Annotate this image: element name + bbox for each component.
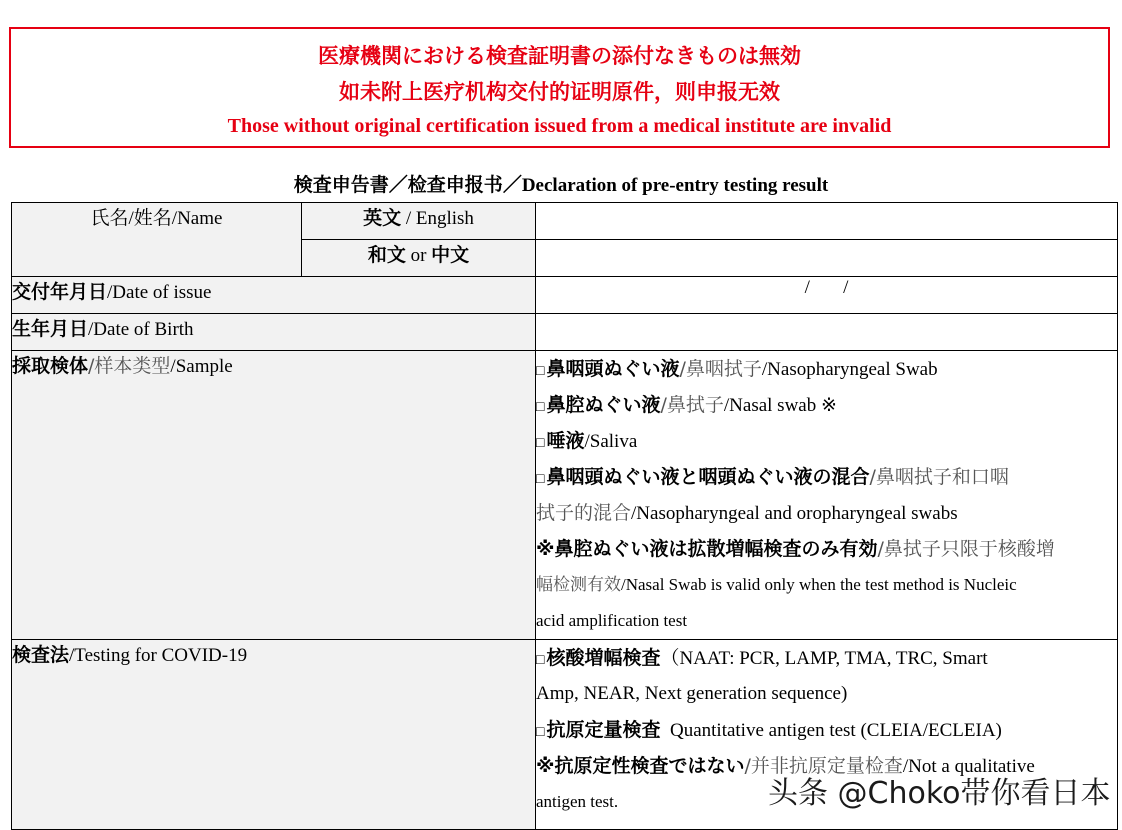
method-option-naat-continued: Amp, NEAR, Next generation sequence) — [536, 683, 848, 704]
sample-label-en: /Sample — [170, 356, 233, 377]
sample-option-mixed[interactable]: □ 鼻咽頭ぬぐい液と咽頭ぬぐい液の混合/鼻咽拭子和口咽 — [536, 466, 1009, 488]
name-english-label-ja: 英文 — [363, 207, 402, 229]
sample-option-mixed-continued: 拭子的混合/Nasopharyngeal and oropharyngeal swabs — [536, 502, 958, 524]
birth-date-field[interactable] — [536, 314, 1118, 351]
checkbox-icon[interactable]: □ — [536, 725, 545, 740]
warning-japanese: 医療機関における検査証明書の添付なきものは無効 — [318, 44, 801, 68]
sample-label-cell — [12, 351, 536, 640]
sample-note: ※鼻腔ぬぐい液は拡散増幅検査のみ有効/鼻拭子只限于核酸增 — [536, 538, 1055, 560]
issue-date-value: / / — [804, 277, 849, 298]
method-option-antigen[interactable]: □ 抗原定量検査 Quantitative antigen test (CLEIA/ECLEIA) — [536, 719, 1002, 741]
name-native-label-ja: 和文 — [367, 244, 406, 266]
sample-option-saliva[interactable]: □ 唾液/Saliva — [536, 430, 638, 452]
name-native-label-zh: 中文 — [431, 244, 470, 266]
sample-label-ja: 採取検体 — [12, 355, 89, 377]
name-native-label-cell — [302, 240, 536, 277]
sample-label-zh: /样本类型 — [88, 355, 171, 377]
sample-note-continued: 幅检测有效/Nasal Swab is valid only when the test method is Nucleic — [536, 575, 1017, 595]
form-title — [0, 170, 1122, 197]
checkbox-icon[interactable]: □ — [536, 653, 545, 668]
name-label: 氏名/姓名/Name — [90, 208, 223, 229]
title-separator: ／ — [502, 174, 522, 196]
title-english: Declaration of pre-entry testing result — [521, 175, 829, 196]
name-label-cell — [12, 203, 302, 277]
birth-date-label-cell — [12, 314, 536, 351]
sample-note-end: acid amplification test — [536, 611, 688, 630]
issue-date-field[interactable] — [536, 277, 1118, 314]
title-chinese: 检查申报书 — [407, 174, 503, 196]
method-label-en: /Testing for COVID-19 — [69, 645, 248, 666]
issue-date-label-ja: 交付年月日 — [12, 281, 108, 303]
warning-chinese: 如未附上医疗机构交付的证明原件，则申报无效 — [339, 80, 780, 104]
checkbox-icon[interactable]: □ — [536, 400, 545, 415]
issue-date-label-en: /Date of issue — [107, 282, 212, 303]
sample-option-nasopharyngeal[interactable]: □ 鼻咽頭ぬぐい液/鼻咽拭子/Nasopharyngeal Swab — [536, 358, 938, 380]
name-native-field[interactable] — [536, 240, 1118, 277]
issue-date-label-cell — [12, 277, 536, 314]
name-english-field[interactable] — [536, 203, 1118, 240]
declaration-form-table — [11, 202, 1118, 830]
birth-date-label-ja: 生年月日 — [12, 318, 89, 340]
name-english-label-en: / English — [401, 208, 474, 229]
checkbox-icon[interactable]: □ — [536, 436, 545, 451]
sample-option-nasal[interactable]: □ 鼻腔ぬぐい液/鼻拭子/Nasal swab ※ — [536, 394, 837, 416]
checkbox-icon[interactable]: □ — [536, 364, 545, 379]
title-separator: ／ — [388, 174, 408, 196]
method-note: ※抗原定性検査ではない/并非抗原定量检查/Not a qualitative — [536, 755, 1035, 777]
birth-date-label-en: /Date of Birth — [88, 319, 194, 340]
watermark: 头条 @Choko带你看日本 — [768, 776, 1111, 811]
method-option-naat[interactable]: □ 核酸増幅検査（NAAT: PCR, LAMP, TMA, TRC, Smart — [536, 647, 988, 669]
method-label-ja: 検査法 — [12, 644, 70, 666]
title-japanese: 検査申告書 — [293, 174, 389, 196]
reference-mark-icon: ※ — [820, 394, 837, 416]
checkbox-icon[interactable]: □ — [536, 472, 545, 487]
sample-options-cell — [536, 351, 1118, 640]
method-label-cell — [12, 640, 536, 830]
method-note-continued: antigen test. — [536, 792, 619, 811]
warning-english: Those without original certification issued from a medical institute are invalid — [227, 115, 892, 137]
invalid-warning-box — [9, 27, 1110, 148]
name-english-label-cell — [302, 203, 536, 240]
name-native-label-or: or — [405, 245, 432, 266]
